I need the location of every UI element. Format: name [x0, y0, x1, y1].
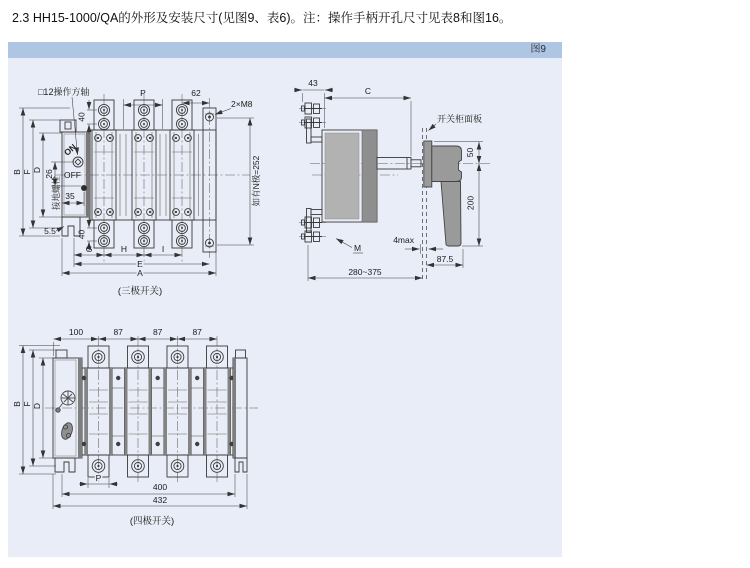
dim-e: E: [137, 259, 143, 269]
four-pole-caption: (四极开关): [129, 516, 175, 527]
right-end-plate-4p: [233, 350, 247, 472]
dim-f: F: [22, 401, 32, 407]
terminal-pads-4p: [88, 346, 228, 477]
dim-a: A: [137, 268, 143, 278]
dim-h: H: [120, 244, 128, 254]
four-pole-switch-drawing: [14, 318, 268, 530]
dim-b: B: [12, 169, 22, 175]
dim-43: 43: [308, 78, 318, 88]
switch-body-4p: [82, 368, 234, 455]
three-pole-caption: (三极开关): [117, 286, 163, 297]
dim-87-5: 87.5: [436, 254, 454, 264]
cabinet-panel-label: 开关柜面板: [437, 114, 483, 124]
dim-5-5: 5.5: [44, 226, 56, 236]
dim-p: P: [140, 88, 146, 98]
dim-87-1: 87: [113, 327, 123, 337]
dim-35: 35: [65, 191, 75, 201]
dim-26: 26: [44, 169, 54, 179]
off-position-label: OFF: [64, 170, 81, 180]
dim-50: 50: [465, 147, 475, 158]
terminal-bolts-side: [302, 103, 323, 242]
on-position-label: ON: [61, 141, 79, 158]
dim-d: D: [32, 402, 42, 410]
ground-bolt-label: 接地螺栓: [51, 175, 61, 211]
bolt-spec-label: 2×M8: [231, 99, 253, 109]
terminal-pads: [94, 100, 192, 248]
rivets: [82, 376, 234, 446]
mounting-foot: [235, 458, 247, 472]
bracket-bottom: [307, 209, 312, 233]
side-view-drawing: [293, 75, 556, 300]
thread-label: M: [354, 243, 362, 253]
left-end-plate: [60, 120, 90, 236]
left-end-plate-4p: [53, 350, 82, 472]
dim-b: B: [12, 401, 22, 407]
page-title: 2.3 HH15-1000/QA的外形及安装尺寸(见图9、表6)。注：操作手柄开孔尺寸见表8和图16。: [12, 11, 512, 25]
switch-body-side: [302, 103, 422, 242]
figure-panel: [8, 42, 562, 557]
dim-100: 100: [68, 327, 84, 337]
dim-87-3: 87: [192, 327, 202, 337]
operating-handle: [424, 141, 462, 246]
dim-40-top: 40: [76, 112, 87, 122]
dim-40-bottom: 40: [76, 229, 87, 240]
seal-icon: [56, 391, 75, 412]
dim-i: I: [161, 244, 165, 254]
dim-62: 62: [191, 88, 201, 98]
dim-p: P: [95, 473, 102, 483]
n-pole-note: 如有N极=252: [251, 155, 261, 207]
figure-header-bar: [8, 42, 562, 58]
dim-200: 200: [465, 195, 476, 211]
dim-4max: 4max: [393, 235, 414, 245]
three-pole-switch-drawing: [14, 80, 268, 302]
operating-shaft-label: □12操作方轴: [38, 87, 90, 97]
dim-400: 400: [152, 482, 168, 492]
dim-87-2: 87: [152, 327, 163, 337]
ground-bolt-icon: [81, 185, 87, 191]
dim-d: D: [32, 166, 42, 174]
mounting-foot: [55, 458, 75, 472]
dim-f: F: [22, 169, 32, 175]
dim-432: 432: [152, 495, 168, 505]
dim-g: G: [85, 244, 93, 254]
padlock-icon: [60, 421, 75, 440]
dim-c: C: [364, 86, 372, 96]
figure-canvas: [8, 58, 562, 557]
dimensions: [12, 86, 261, 278]
figure-number-label: 图9: [530, 44, 546, 55]
dim-280-375: 280~375: [348, 267, 382, 277]
